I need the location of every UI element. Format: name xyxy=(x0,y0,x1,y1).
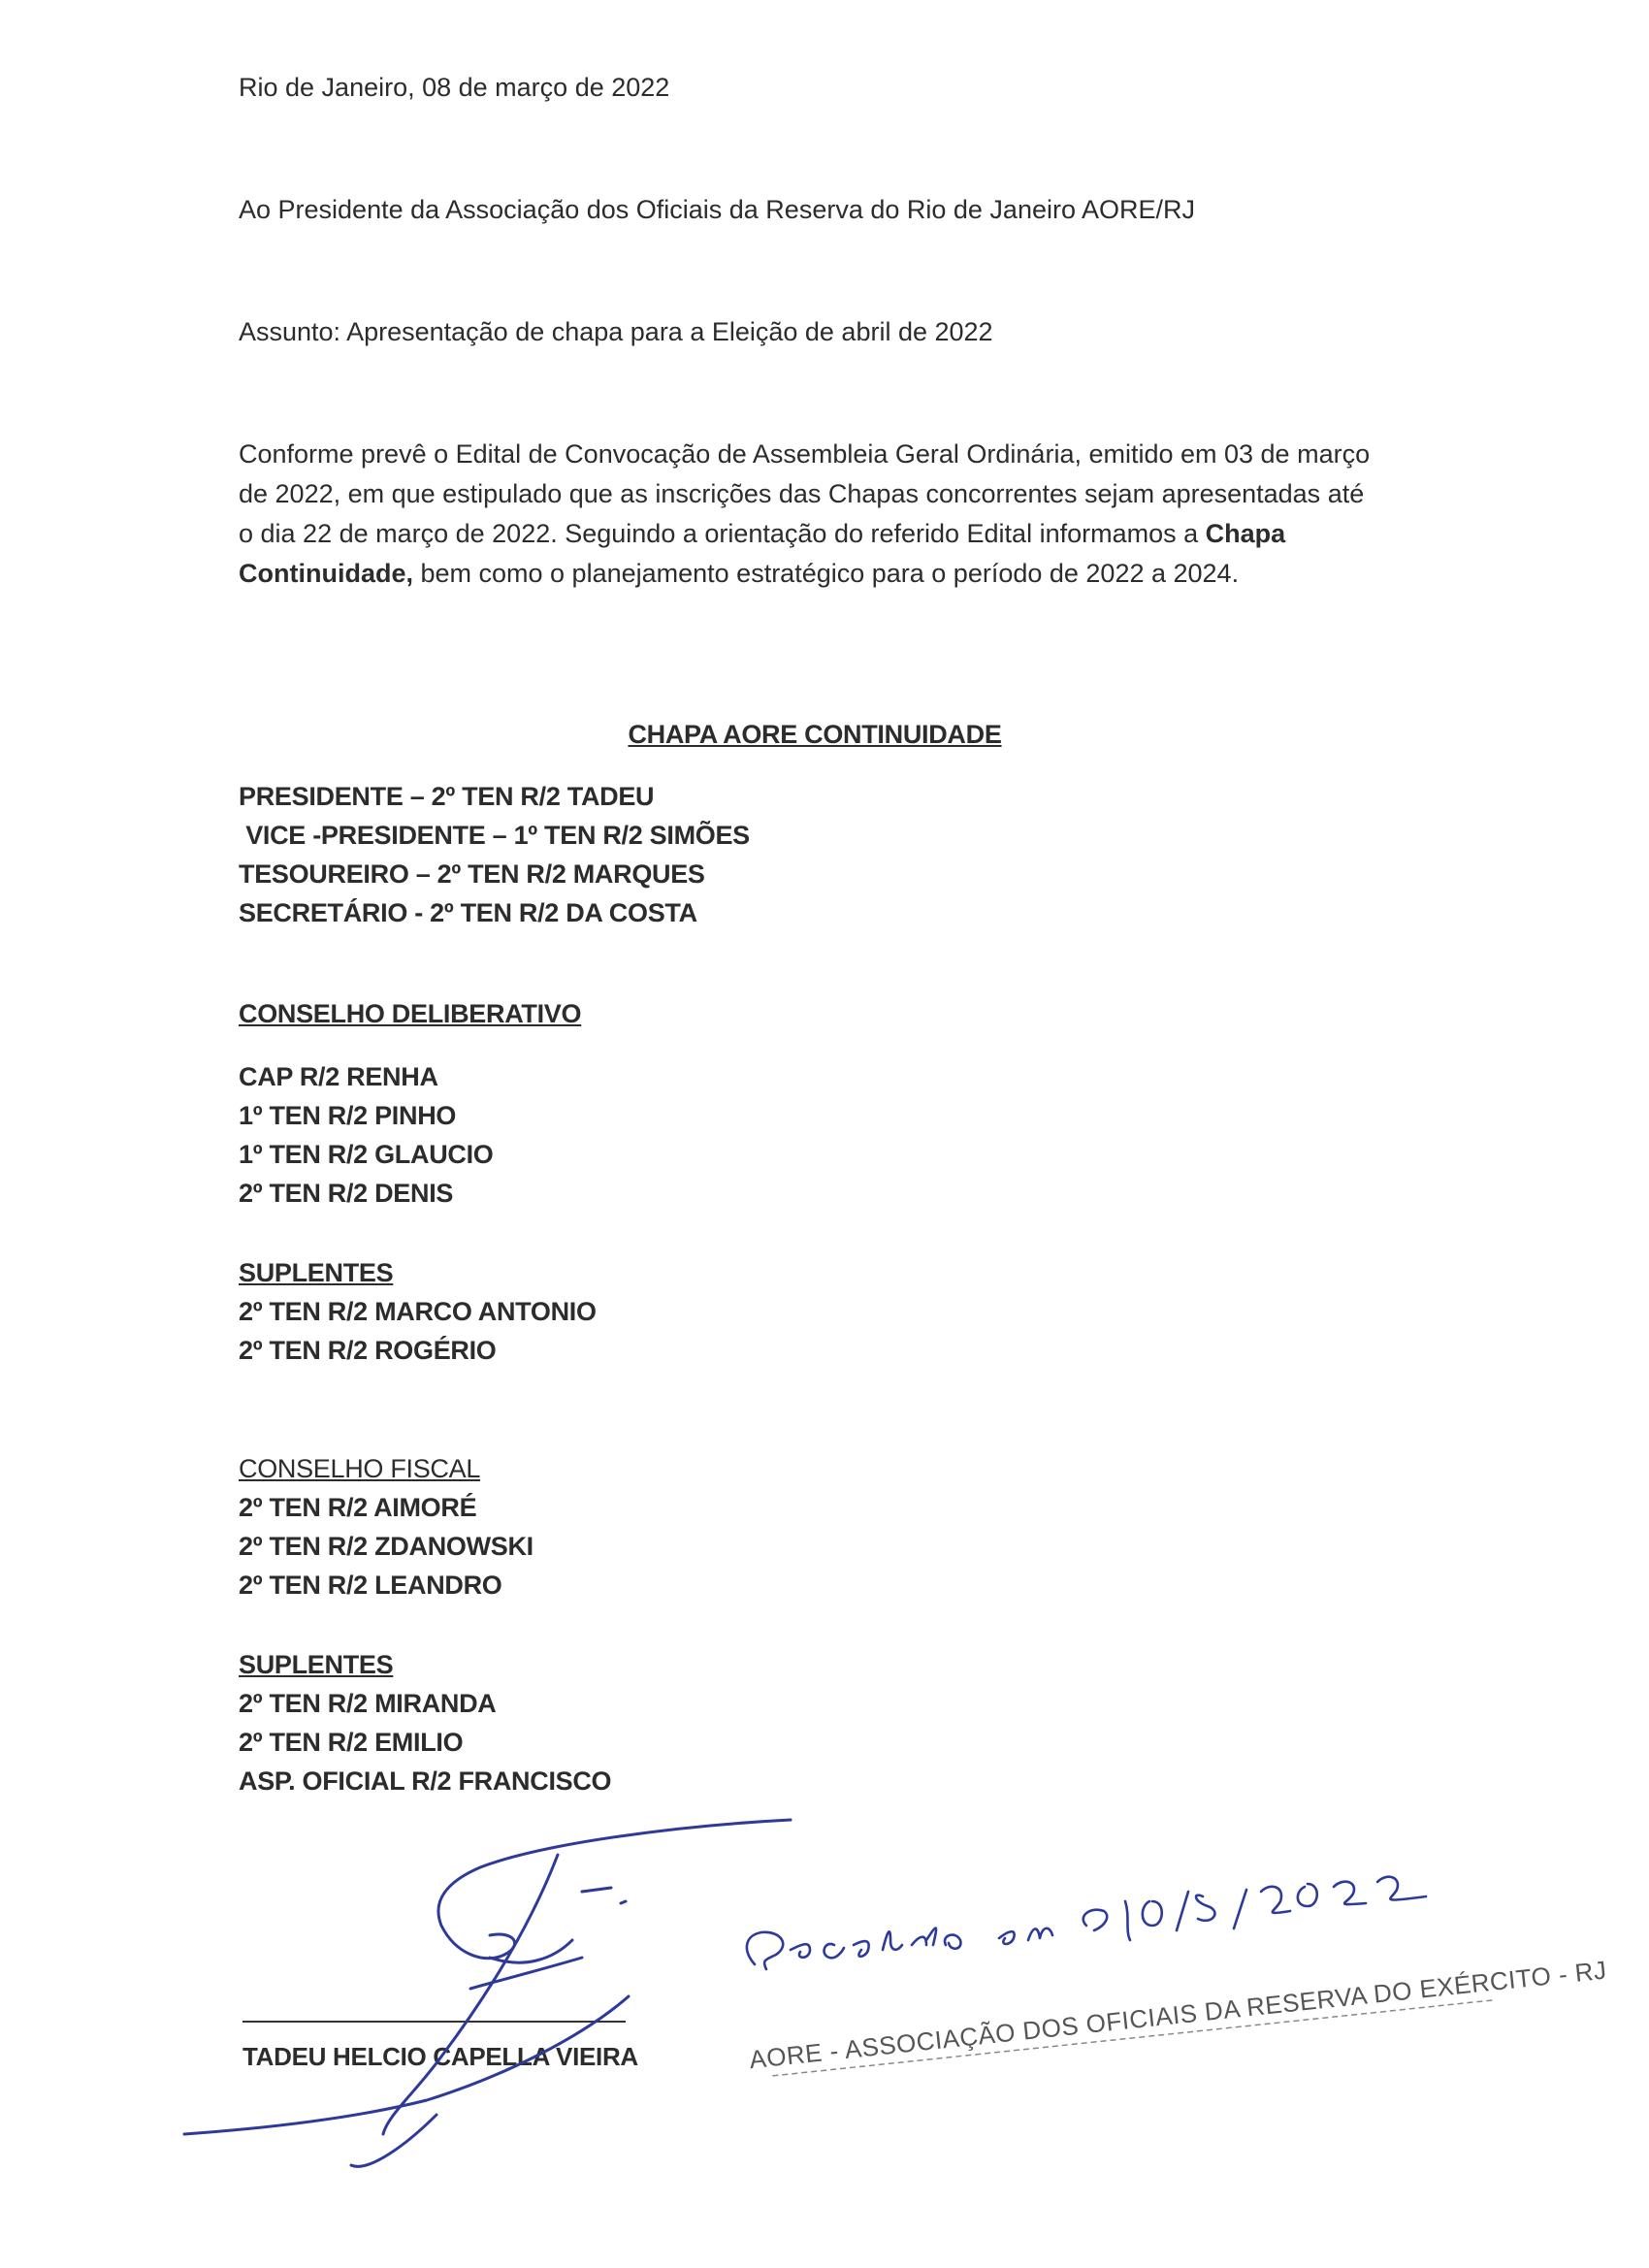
member-item: 1º TEN R/2 PINHO xyxy=(239,1101,457,1130)
diretoria-item: PRESIDENTE – 2º TEN R/2 TADEU xyxy=(239,782,655,811)
member-item: 2º TEN R/2 LEANDRO xyxy=(239,1571,502,1600)
conselho-deliberativo-title: CONSELHO DELIBERATIVO xyxy=(239,999,582,1028)
chapa-title: CHAPA AORE CONTINUIDADE xyxy=(628,720,1002,749)
conselho-fiscal-title: CONSELHO FISCAL xyxy=(239,1454,481,1483)
recipient-line: Ao Presidente da Associação dos Oficiais da Reserva do Rio de Janeiro AORE/RJ xyxy=(239,195,1196,224)
diretoria-item: VICE -PRESIDENTE – 1º TEN R/2 SIMÕES xyxy=(239,821,750,850)
member-item: 2º TEN R/2 AIMORÉ xyxy=(239,1493,477,1522)
suplente-item: 2º TEN R/2 ROGÉRIO xyxy=(239,1336,497,1365)
diretoria-item: TESOUREIRO – 2º TEN R/2 MARQUES xyxy=(239,859,705,889)
svg-text:AORE - ASSOCIAÇÃO DOS OFICIAIS: AORE - ASSOCIAÇÃO DOS OFICIAIS DA RESERVA DO EXÉRCITO - RJ xyxy=(747,1955,1608,2075)
body-text-part1: Conforme prevê o Edital de Convocação de Assembleia Geral Ordinária, emitido em 03 de março de 2022, em que estipulado que as inscrições das Chapas concorrentes sejam apresentadas até o dia 22 de março de 2022. Seguindo a orientação do referido Edital informamos a xyxy=(239,439,1371,548)
suplente-item: ASP. OFICIAL R/2 FRANCISCO xyxy=(239,1766,612,1796)
deliberativo-suplentes-title: SUPLENTES xyxy=(239,1258,394,1287)
fiscal-suplentes-title: SUPLENTES xyxy=(239,1650,394,1679)
member-item: 2º TEN R/2 ZDANOWSKI xyxy=(239,1532,534,1561)
date-line: Rio de Janeiro, 08 de março de 2022 xyxy=(239,73,670,102)
member-item: 1º TEN R/2 GLAUCIO xyxy=(239,1140,494,1169)
member-item: 2º TEN R/2 DENIS xyxy=(239,1179,454,1208)
suplente-item: 2º TEN R/2 EMILIO xyxy=(239,1728,464,1757)
suplente-item: 2º TEN R/2 MARCO ANTONIO xyxy=(239,1297,597,1326)
body-text-part2: bem como o planejamento estratégico para o período de 2022 a 2024. xyxy=(412,559,1240,588)
signatory-name: TADEU HELCIO CAPELLA VIEIRA xyxy=(242,2042,638,2071)
body-text-bold: Chapa Continuidade, xyxy=(239,519,1286,588)
member-item: CAP R/2 RENHA xyxy=(239,1062,438,1091)
suplente-item: 2º TEN R/2 MIRANDA xyxy=(239,1689,497,1718)
diretoria-item: SECRETÁRIO - 2º TEN R/2 DA COSTA xyxy=(239,898,697,927)
subject-line: Assunto: Apresentação de chapa para a Eleição de abril de 2022 xyxy=(239,317,993,346)
